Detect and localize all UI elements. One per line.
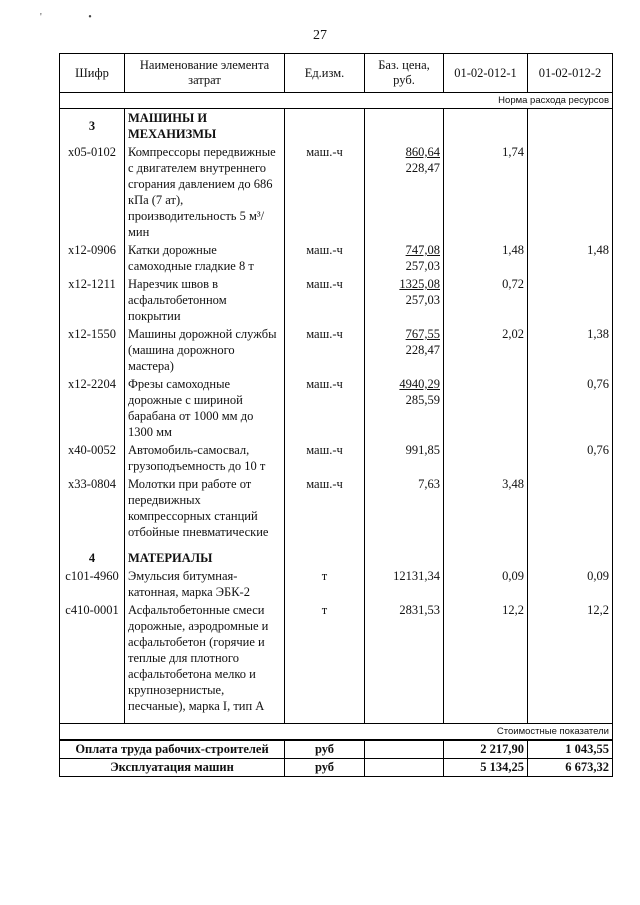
- totals-col2: 1 043,55: [528, 740, 613, 759]
- base-price: 4940,29: [399, 377, 440, 391]
- totals-col1: 2 217,90: [444, 740, 528, 759]
- empty-cell: [444, 541, 528, 549]
- empty-cell: [528, 109, 613, 144]
- base-price-wage: 228,47: [405, 343, 440, 357]
- table-row: [60, 275, 613, 325]
- empty-cell: [125, 715, 285, 724]
- empty-cell: [365, 541, 444, 549]
- empty-cell: [365, 715, 444, 724]
- resource-name: Асфальтобетонные смеси дорожные, аэродромные и асфальтобетон (горячие и теплые для плотного асфальтобетона мелко и крупнозернистые, песчаные), марка I, тип А: [125, 601, 285, 715]
- resource-name: Катки дорожные самоходные гладкие 8 т: [125, 241, 285, 275]
- table-row: [60, 325, 613, 375]
- resource-name: Нарезчик швов в асфальтобетонном покрытии: [125, 275, 285, 325]
- norm-col1: 12,2: [444, 601, 528, 715]
- base-price-wage: 285,59: [405, 393, 440, 407]
- subheader-norms: Норма расхода ресурсов: [60, 93, 613, 109]
- base-price: 1325,08: [399, 277, 440, 291]
- empty-cell: [125, 541, 285, 549]
- header-code: Шифр: [60, 54, 125, 93]
- section-row: [60, 109, 613, 144]
- norm-col2: 1,48: [528, 241, 613, 275]
- norm-col1: 0,09: [444, 567, 528, 601]
- norm-col2: 12,2: [528, 601, 613, 715]
- header-unit: Ед.изм.: [285, 54, 365, 93]
- empty-cell: [365, 109, 444, 144]
- subheader-norms-row: [60, 93, 613, 109]
- resource-code: х33-0804: [60, 475, 125, 541]
- table-header-row: [60, 54, 613, 93]
- header-name: Наименование элемента затрат: [125, 54, 285, 93]
- totals-label: Оплата труда рабочих-строителей: [60, 740, 285, 759]
- resource-unit: маш.-ч: [285, 475, 365, 541]
- table-row: [60, 475, 613, 541]
- header-col1: 01-02-012-1: [444, 54, 528, 93]
- resource-unit: т: [285, 601, 365, 715]
- resource-unit: маш.-ч: [285, 441, 365, 475]
- resource-code: с101-4960: [60, 567, 125, 601]
- resource-name: Молотки при работе от передвижных компрессорных станций отбойные пневматические: [125, 475, 285, 541]
- table-row: [60, 143, 613, 241]
- resource-code: с410-0001: [60, 601, 125, 715]
- resource-unit: т: [285, 567, 365, 601]
- empty-cell: [285, 715, 365, 724]
- empty-cell: [285, 109, 365, 144]
- base-price: 7,63: [418, 477, 440, 491]
- resource-price-cell: [365, 375, 444, 441]
- table-row: [60, 601, 613, 715]
- norm-col1: 1,48: [444, 241, 528, 275]
- resource-code: х12-1211: [60, 275, 125, 325]
- norm-col1: 1,74: [444, 143, 528, 241]
- totals-row: [60, 740, 613, 759]
- base-price-wage: 257,03: [405, 293, 440, 307]
- totals-unit: руб: [285, 740, 365, 759]
- totals-price: [365, 759, 444, 777]
- resource-code: х12-2204: [60, 375, 125, 441]
- totals-col2: 6 673,32: [528, 759, 613, 777]
- resource-code: х12-1550: [60, 325, 125, 375]
- section-number: 3: [60, 109, 125, 144]
- subheader-costs-row: [60, 724, 613, 741]
- resource-unit: маш.-ч: [285, 325, 365, 375]
- totals-row: [60, 759, 613, 777]
- totals-unit: руб: [285, 759, 365, 777]
- resource-name: Автомобиль-самосвал, грузоподъемность до 10 т: [125, 441, 285, 475]
- empty-cell: [60, 715, 125, 724]
- resource-price-cell: [365, 567, 444, 601]
- table-row: [60, 441, 613, 475]
- section-row: [60, 549, 613, 567]
- resource-unit: маш.-ч: [285, 241, 365, 275]
- spacer-row: [60, 715, 613, 724]
- norm-col1: 3,48: [444, 475, 528, 541]
- empty-cell: [528, 715, 613, 724]
- table-row: [60, 567, 613, 601]
- resource-price-cell: [365, 275, 444, 325]
- resource-price-cell: [365, 241, 444, 275]
- norm-col1: 2,02: [444, 325, 528, 375]
- empty-cell: [528, 541, 613, 549]
- base-price-wage: 257,03: [405, 259, 440, 273]
- base-price: 991,85: [405, 443, 440, 457]
- resource-norms-table: [59, 53, 613, 777]
- norm-col2: [528, 275, 613, 325]
- resource-name: Фрезы самоходные дорожные с шириной барабана от 1000 мм до 1300 мм: [125, 375, 285, 441]
- norm-col2: [528, 475, 613, 541]
- resource-price-cell: [365, 475, 444, 541]
- base-price: 747,08: [405, 243, 440, 257]
- empty-cell: [444, 715, 528, 724]
- totals-body: [60, 724, 613, 777]
- section-title: МАТЕРИАЛЫ: [125, 549, 285, 567]
- empty-cell: [444, 549, 528, 567]
- norm-col2: [528, 143, 613, 241]
- empty-cell: [60, 541, 125, 549]
- empty-cell: [444, 109, 528, 144]
- section-title: МАШИНЫ И МЕХАНИЗМЫ: [125, 109, 285, 144]
- resource-price-cell: [365, 143, 444, 241]
- header-price: Баз. цена, руб.: [365, 54, 444, 93]
- base-price-wage: 228,47: [405, 161, 440, 175]
- header-col2: 01-02-012-2: [528, 54, 613, 93]
- resource-code: х05-0102: [60, 143, 125, 241]
- resource-price-cell: [365, 601, 444, 715]
- resource-unit: маш.-ч: [285, 275, 365, 325]
- resource-name: Машины дорожной службы (машина дорожного мастера): [125, 325, 285, 375]
- totals-col1: 5 134,25: [444, 759, 528, 777]
- empty-cell: [528, 549, 613, 567]
- norm-col1: [444, 375, 528, 441]
- corner-marks: ' •: [40, 12, 114, 23]
- resource-name: Эмульсия битумная-катонная, марка ЭБК-2: [125, 567, 285, 601]
- table-row: [60, 241, 613, 275]
- table-row: [60, 375, 613, 441]
- norm-col1: 0,72: [444, 275, 528, 325]
- norm-col2: 1,38: [528, 325, 613, 375]
- norm-col1: [444, 441, 528, 475]
- base-price: 2831,53: [399, 603, 440, 617]
- base-price: 767,55: [405, 327, 440, 341]
- subheader-costs: Стоимостные показатели: [60, 724, 613, 741]
- empty-cell: [285, 541, 365, 549]
- resource-code: х40-0052: [60, 441, 125, 475]
- empty-cell: [365, 549, 444, 567]
- spacer-row: [60, 541, 613, 549]
- resource-code: х12-0906: [60, 241, 125, 275]
- resource-price-cell: [365, 325, 444, 375]
- base-price: 860,64: [405, 145, 440, 159]
- section-number: 4: [60, 549, 125, 567]
- base-price: 12131,34: [393, 569, 440, 583]
- norm-col2: 0,76: [528, 375, 613, 441]
- resource-unit: маш.-ч: [285, 375, 365, 441]
- empty-cell: [285, 549, 365, 567]
- resource-name: Компрессоры передвижные с двигателем внутреннего сгорания давлением до 686 кПа (7 ат), производительность 5 м³/мин: [125, 143, 285, 241]
- resource-unit: маш.-ч: [285, 143, 365, 241]
- totals-label: Эксплуатация машин: [60, 759, 285, 777]
- resource-price-cell: [365, 441, 444, 475]
- table-body: [60, 109, 613, 724]
- totals-price: [365, 740, 444, 759]
- norm-col2: 0,76: [528, 441, 613, 475]
- norm-col2: 0,09: [528, 567, 613, 601]
- page-number: 27: [313, 28, 327, 43]
